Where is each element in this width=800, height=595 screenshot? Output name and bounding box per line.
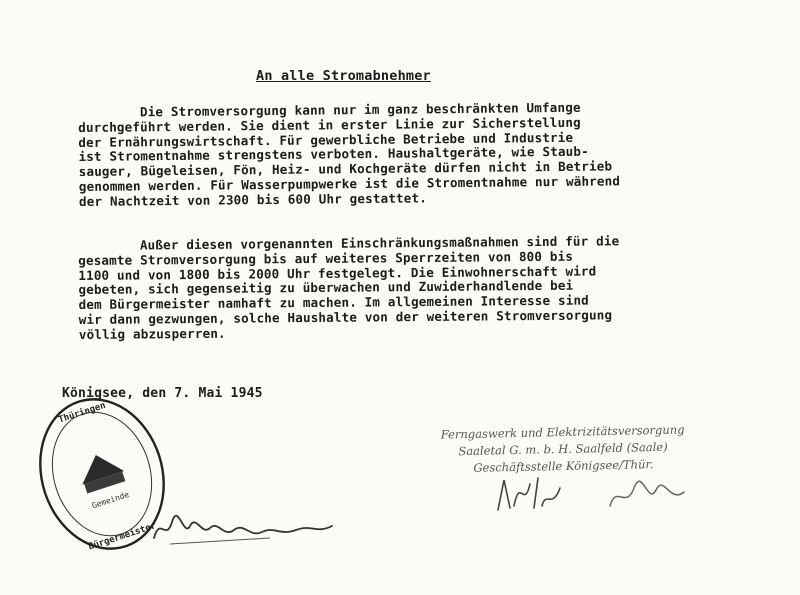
paragraph-line: 1100 und von 1800 bis 2000 Uhr festgelegt. Die Einwohnerschaft wird [78, 263, 597, 283]
paragraph-line: Außer diesen vorgenannten Einschränkungsmaßnahmen sind für die [77, 233, 620, 253]
paragraph-line: ist Stromentnahme strengstens verboten. Haushaltgeräte, wie Staub- [78, 144, 589, 165]
document-title: An alle Stromabnehmer [256, 68, 431, 84]
official-seal [36, 392, 168, 556]
paragraph-2 [78, 233, 769, 343]
company-stamp-line: Geschäftsstelle Königsee/Thür. [473, 457, 654, 475]
company-stamp-line: Ferngaswerk und Elektrizitätsversorgung [440, 422, 685, 442]
paragraph-line: wir dann gezwungen, solche Haushalte von der weiteren Stromversorgung [78, 307, 613, 327]
company-signature [490, 470, 700, 520]
paragraph-line: der Ernährungswirtschaft. Für gewerbliche Betriebe und Industrie [78, 129, 574, 150]
paragraph-1 [78, 99, 769, 210]
date-line: Königsee, den 7. Mai 1945 [62, 386, 263, 401]
svg-text:Thüringen: Thüringen [57, 400, 107, 426]
company-stamp-line: Saaletal G. m. b. H. Saalfeld (Saale) [458, 439, 668, 459]
paragraph-line: dem Bürgermeister namhaft zu machen. Im allgemeinen Interesse sind [78, 292, 589, 313]
svg-text:Bürgermeister: Bürgermeister [87, 521, 158, 553]
paragraph-line: sauger, Bügeleisen, Fön, Heiz- und Kochgeräte dürfen nicht in Betrieb [78, 158, 613, 180]
paragraph-line: durchgeführt werden. Sie dient in erster Linie zur Sicherstellung [78, 114, 581, 135]
paragraph-line: der Nachtzeit von 2300 bis 600 Uhr gestattet. [78, 190, 428, 209]
mayor-signature [150, 508, 340, 548]
paragraph-line: völlig abzusperren. [78, 325, 226, 342]
svg-text:Gemeinde: Gemeinde [90, 489, 131, 511]
paragraph-line: Die Stromversorgung kann nur im ganz beschränkten Umfange [77, 99, 581, 120]
paragraph-line: gesamte Stromversorgung bis auf weiteres Sperrzeiten von 800 bis [78, 248, 574, 268]
paragraph-line: genommen werden. Für Wasserpumpwerke ist die Stromentnahme nur während [78, 173, 621, 194]
paragraph-line: gebeten, sich gegenseitig zu überwachen und Zuwiderhandlende bei [78, 278, 574, 298]
